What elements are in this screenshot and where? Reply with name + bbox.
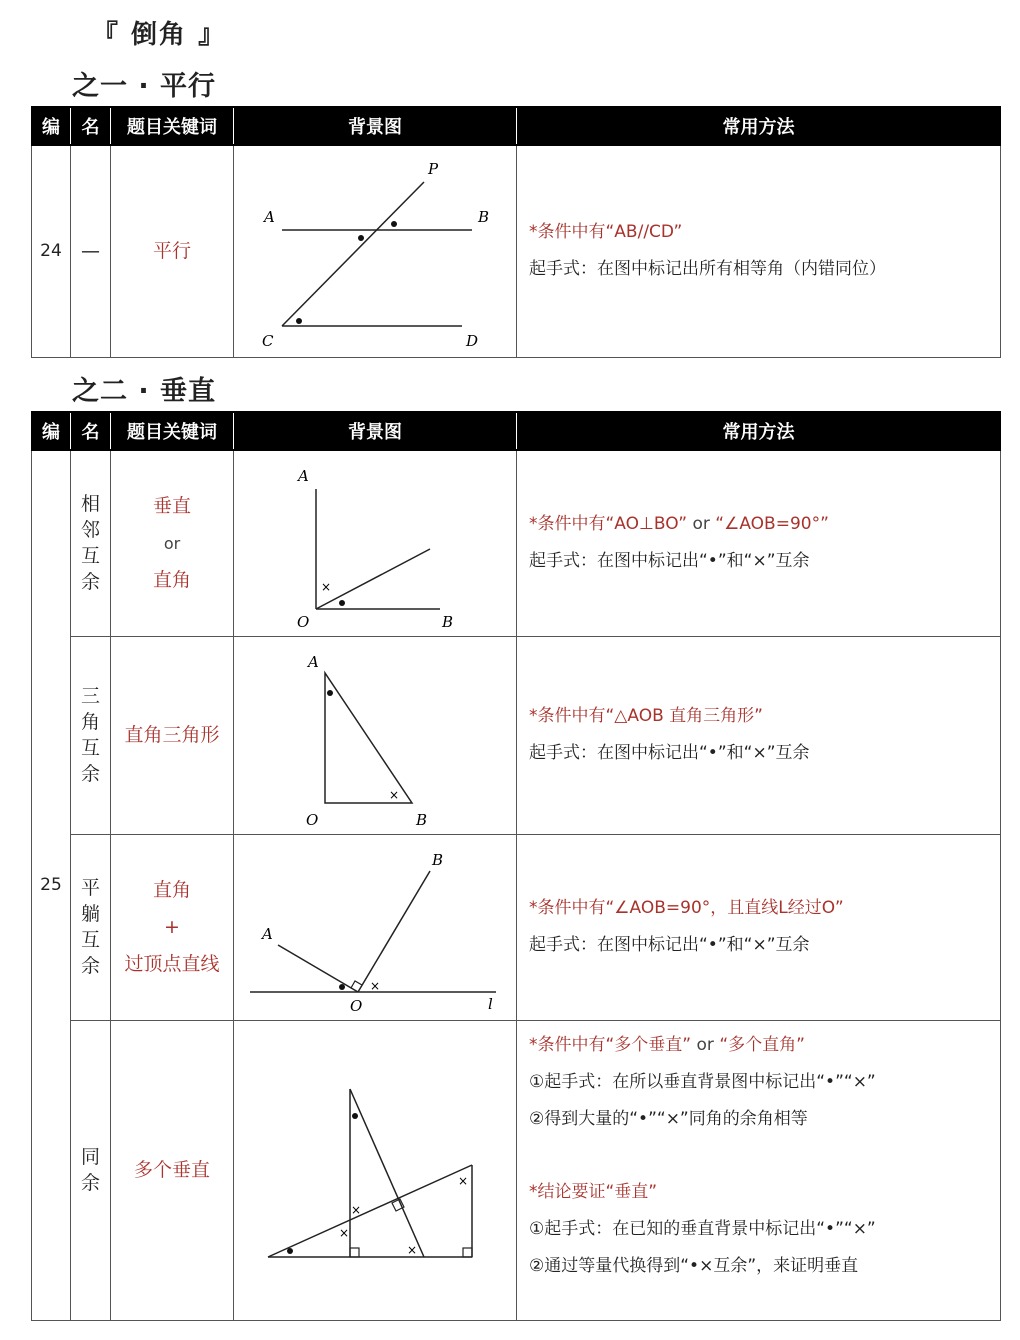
method-text: 起手式：在图中标记出所有相等角（内错同位）: [529, 259, 886, 280]
table-row: [32, 834, 1001, 1020]
header-diagram: 背景图: [234, 412, 517, 450]
row-number: 24: [32, 145, 71, 357]
row-keyword: 多个垂直: [111, 1020, 234, 1320]
cross-mark: ×: [351, 1203, 362, 1217]
row-name: [71, 1020, 111, 1320]
table-row: [32, 450, 1001, 636]
label-a: A: [264, 208, 275, 227]
section-title-perpendicular: 之二 · 垂直: [72, 376, 217, 407]
table-header-row: [32, 107, 1001, 145]
row-name: —: [71, 145, 111, 357]
table-header-row: [32, 412, 1001, 450]
name-char: 躺: [80, 903, 100, 925]
name-char: 余: [80, 955, 100, 977]
name-char: 互: [80, 545, 100, 568]
name-char: 余: [80, 571, 100, 594]
triangle-complementary-diagram: [234, 636, 517, 834]
method-step: ①起手式：在所以垂直背景图中标记出“•”“×”: [529, 1071, 876, 1092]
label-a: A: [262, 925, 273, 943]
header-method: 常用方法: [517, 107, 1001, 145]
row-name: [71, 834, 111, 1020]
label-o: O: [350, 997, 363, 1015]
conclusion-text: *结论要证“垂直”: [529, 1181, 658, 1202]
label-o: O: [306, 811, 319, 829]
condition-text: *条件中有“AB//CD”: [529, 222, 683, 243]
name-char: 邻: [80, 519, 100, 542]
header-keyword: 题目关键词: [111, 107, 234, 145]
method-cell: [517, 834, 1001, 1020]
label-d: D: [466, 332, 479, 351]
name-char: 余: [80, 1172, 100, 1194]
cross-mark: ×: [370, 979, 381, 993]
row-keyword: [111, 834, 234, 1020]
perpendicular-table: [31, 411, 1001, 1321]
cross-mark: ×: [407, 1243, 418, 1257]
label-o: O: [297, 613, 310, 632]
condition-text: *条件中有“∠AOB=90°，且直线L经过O”: [529, 898, 844, 918]
name-char: 角: [80, 711, 100, 733]
keyword-plus: +: [164, 915, 180, 938]
name-char: 相: [80, 493, 100, 516]
method-cell: [517, 450, 1001, 636]
header-name: 名: [71, 107, 111, 145]
cross-mark: ×: [321, 580, 332, 595]
table-row: [32, 636, 1001, 834]
header-method: 常用方法: [517, 412, 1001, 450]
name-char: 余: [80, 763, 100, 785]
row-name: [71, 636, 111, 834]
label-l: l: [488, 995, 493, 1013]
table-row: [32, 145, 1001, 357]
header-name: 名: [71, 412, 111, 450]
label-p: P: [428, 160, 439, 179]
method-cell: [517, 145, 1001, 357]
conclusion-step: ②通过等量代换得到“•×互余”，来证明垂直: [529, 1255, 859, 1276]
keyword-line: 直角: [152, 878, 191, 901]
label-b: B: [432, 851, 444, 869]
method-cell: [517, 636, 1001, 834]
same-complement-diagram: [234, 1020, 517, 1320]
label-a: A: [308, 653, 319, 671]
method-text: 起手式：在图中标记出“•”和“×”互余: [529, 743, 810, 763]
cross-mark: ×: [389, 788, 400, 802]
row-number: 25: [32, 450, 71, 1320]
parallel-table: [31, 106, 1001, 358]
page-title: 『 倒角 』: [92, 20, 227, 50]
label-b: B: [442, 613, 454, 632]
header-diagram: 背景图: [234, 107, 517, 145]
cross-mark: ×: [339, 1226, 350, 1240]
header-number: 编: [32, 412, 71, 450]
name-char: 互: [80, 737, 100, 759]
flat-complementary-diagram: [234, 834, 517, 1020]
method-step: ②得到大量的“•”“×”同角的余角相等: [529, 1108, 808, 1129]
header-number: 编: [32, 107, 71, 145]
name-char: 同: [80, 1146, 100, 1168]
parallel-diagram: [234, 145, 517, 357]
row-keyword: [111, 450, 234, 636]
method-text: 起手式：在图中标记出“•”和“×”互余: [529, 551, 810, 572]
label-b: B: [478, 208, 490, 227]
keyword-line: 垂直: [152, 494, 191, 517]
row-name: [71, 450, 111, 636]
keyword-or: or: [163, 533, 181, 553]
keyword-line: 过顶点直线: [124, 952, 220, 975]
section-title-parallel: 之一 · 平行: [72, 71, 217, 102]
header-keyword: 题目关键词: [111, 412, 234, 450]
row-keyword: 直角三角形: [111, 636, 234, 834]
condition-text: *条件中有“AO⊥BO” or “∠AOB=90°”: [529, 514, 829, 535]
table-row: [32, 1020, 1001, 1320]
method-cell: [517, 1020, 1001, 1320]
label-a: A: [298, 467, 309, 486]
conclusion-step: ①起手式：在已知的垂直背景中标记出“•”“×”: [529, 1218, 876, 1239]
condition-text: *条件中有“△AOB 直角三角形”: [529, 706, 763, 726]
condition-text: *条件中有“多个垂直” or “多个直角”: [529, 1034, 805, 1055]
method-text: 起手式：在图中标记出“•”和“×”互余: [529, 935, 810, 955]
label-b: B: [416, 811, 428, 829]
cross-mark: ×: [458, 1174, 469, 1188]
name-char: 平: [80, 877, 100, 899]
name-char: 互: [80, 929, 100, 951]
keyword-line: 直角: [152, 568, 191, 591]
row-keyword: 平行: [111, 145, 234, 357]
name-char: 三: [80, 685, 100, 707]
adjacent-complementary-diagram: [234, 450, 517, 636]
label-c: C: [262, 332, 274, 351]
